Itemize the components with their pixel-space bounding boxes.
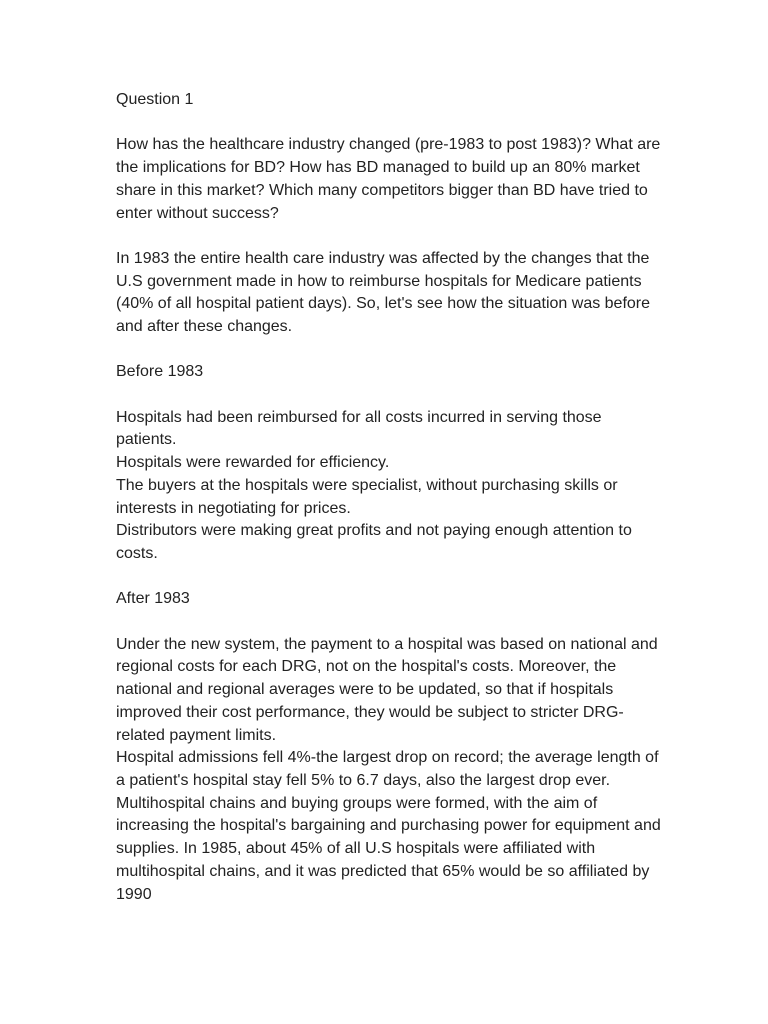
document-body bbox=[116, 89, 661, 929]
question-heading: Question 1 bbox=[116, 91, 194, 108]
before-point: Hospitals had been reimbursed for all costs incurred in serving those patients. bbox=[116, 408, 602, 449]
before-point: Distributors were making great profits and not paying enough attention to costs. bbox=[116, 522, 632, 562]
after-point: Multihospital chains and buying groups were formed, with the aim of increasing the hospital's bargaining and purchasing power for equipment and supplies. In 1985, about 45% of all U.S hospitals were affiliated with multihospital chains, and it was predicted that 65% would be so affiliated by 1990 bbox=[116, 794, 661, 903]
after-heading: After 1983 bbox=[116, 590, 190, 608]
before-points bbox=[116, 407, 661, 566]
before-point: Hospitals were rewarded for efficiency. bbox=[116, 454, 390, 472]
after-point: Hospital admissions fell 4%-the largest drop on record; the average length of a patient's hospital stay fell 5% to 6.7 days, also the largest drop ever. bbox=[116, 749, 659, 789]
intro-questions: How has the healthcare industry changed (pre-1983 to post 1983)? What are the implications for BD? How has BD managed to build up an 80% market share in this market? Which many competitors bigger than BD have tried to enter without success? bbox=[116, 136, 661, 222]
before-heading: Before 1983 bbox=[116, 363, 204, 381]
after-points bbox=[116, 634, 661, 906]
before-point: The buyers at the hospitals were specialist, without purchasing skills or interests in negotiating for prices. bbox=[116, 476, 618, 517]
after-point: Under the new system, the payment to a hospital was based on national and regional costs for each DRG, not on the hospital's costs. Moreover, the national and regional averages were to be updated, so that if hospitals improved their cost performance, they would be subject to stricter DRG-related payment limits. bbox=[116, 635, 658, 744]
intro-answer: In 1983 the entire health care industry was affected by the changes that the U.S government made in how to reimburse hospitals for Medicare patients (40% of all hospital patient days). So, let's see how the situation was before and after these changes. bbox=[116, 249, 651, 335]
